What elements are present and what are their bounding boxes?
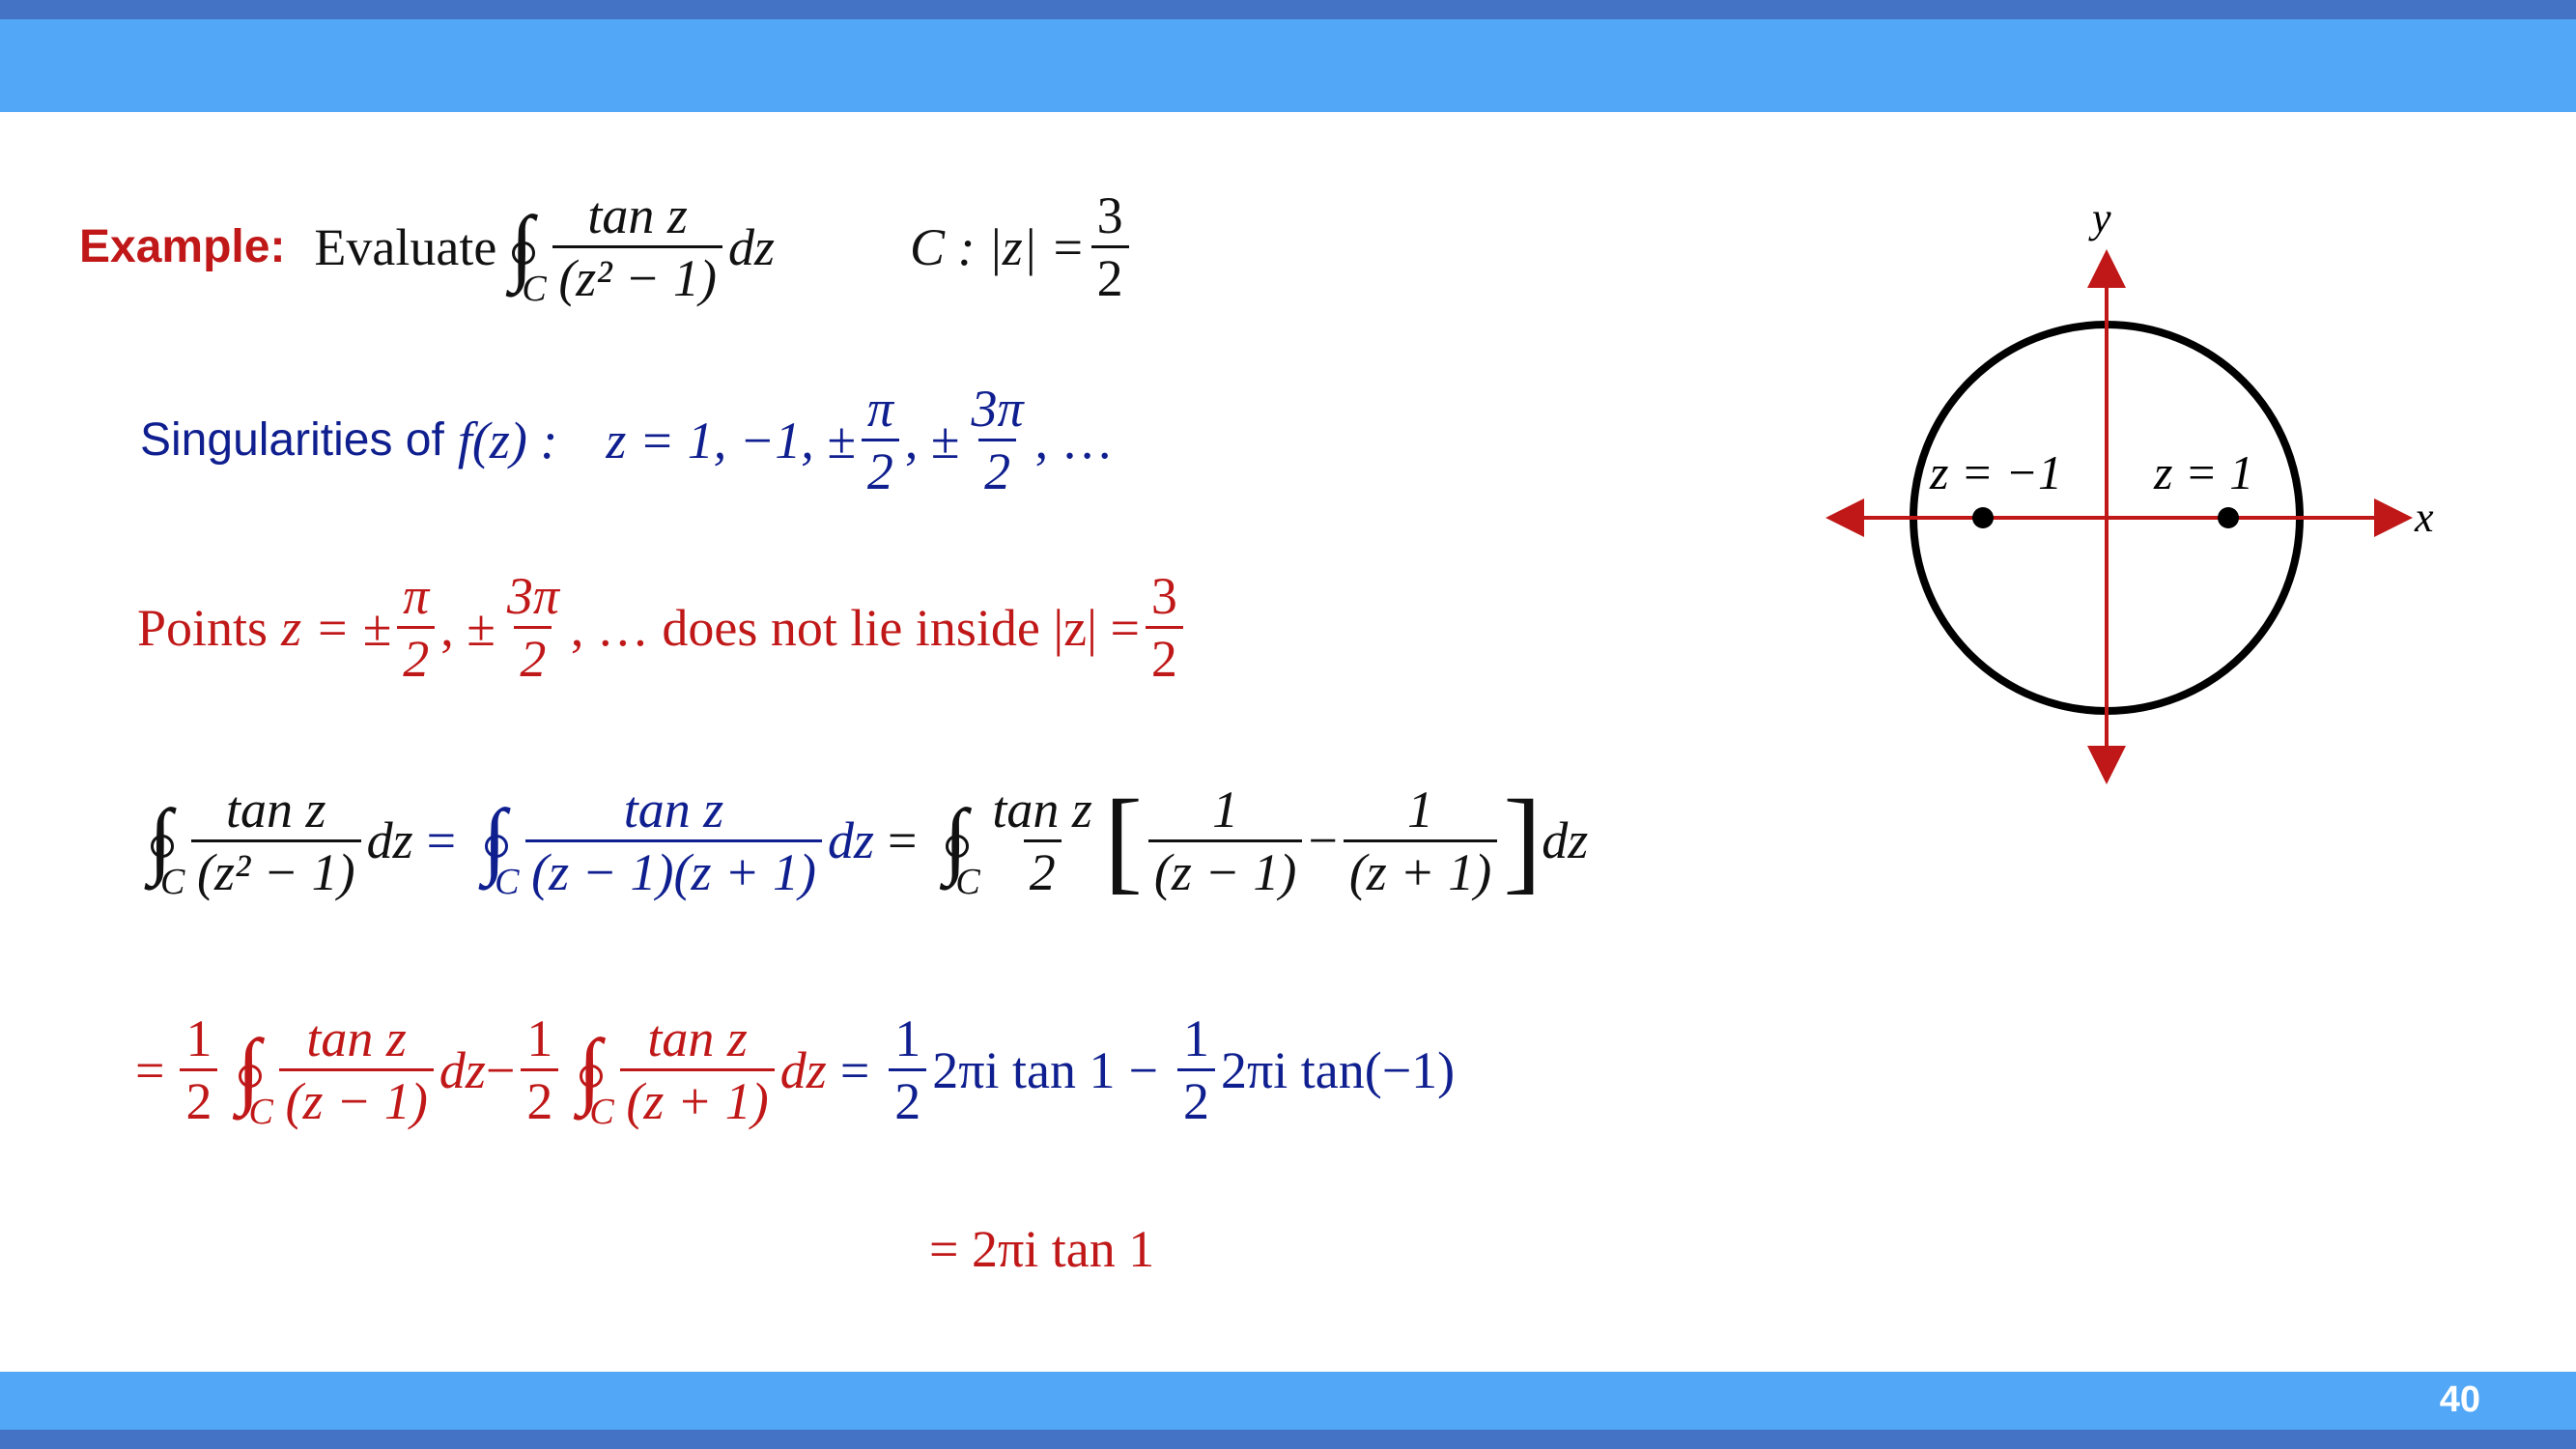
minus: − (1128, 1040, 1158, 1099)
pi-half-fraction: $\frac{\pi}{2}$ (397, 570, 435, 685)
half-fraction: $\frac{1}{2}$ (1177, 1012, 1215, 1127)
example-line (79, 186, 1135, 309)
x-axis-label: x (2415, 494, 2434, 541)
singularity-values: z = 1, −1, ± (606, 411, 856, 469)
residue-term-2: 2πi tan(−1) (1221, 1040, 1456, 1099)
separator: , ± (904, 411, 960, 469)
contour-integral-sign: ∫ C (148, 793, 185, 902)
bottom-banner-edge (0, 1430, 2576, 1449)
bottom-banner (0, 1372, 2576, 1449)
cauchy-line (135, 1009, 1456, 1132)
result-line (929, 1220, 1155, 1278)
radius-fraction: $\frac{3}{2}$ (1146, 570, 1183, 685)
contour-definition: C : |z| = (909, 217, 1086, 276)
equals: = (135, 1040, 165, 1099)
pole-minus-one (1972, 507, 1994, 528)
pole-one (2218, 507, 2239, 528)
function-symbol: f(z) : (457, 411, 558, 469)
top-banner-edge (0, 0, 2576, 19)
equals: = (887, 811, 918, 869)
dz: dz (439, 1040, 486, 1099)
page-number: 40 (2439, 1379, 2480, 1420)
points-text: , … does not lie inside |z| = (570, 598, 1140, 657)
contour-integral-sign: ∫ C (483, 793, 520, 902)
contour-integral-sign: ∫ C (237, 1022, 273, 1132)
integrand-fraction: $\frac{\text{tan z}}{\text{(z² − 1)}}$ (191, 783, 361, 898)
contour-diagram (1816, 193, 2434, 792)
minus: − (1308, 811, 1338, 869)
singularities-label: Singularities of (140, 413, 444, 466)
separator: , ± (440, 598, 495, 657)
contour-integral-sign: ∫ C (578, 1022, 614, 1132)
half-fraction: $\frac{1}{2}$ (180, 1012, 217, 1127)
points-line (137, 567, 1189, 688)
dz: dz (779, 1040, 827, 1099)
three-pi-half-fraction: $\frac{3\pi}{2}$ (506, 567, 559, 688)
contour-integral-sign: ∫ C (510, 199, 547, 309)
dz: dz (827, 811, 874, 869)
half-fraction: $\frac{1}{2}$ (521, 1012, 558, 1127)
dz: dz (727, 217, 775, 276)
example-label: Example: (79, 220, 286, 272)
points-var: z = ± (281, 598, 392, 657)
residue-term-1: 2πi tan 1 (932, 1040, 1116, 1099)
final-result: = 2πi tan 1 (929, 1220, 1155, 1278)
partial-fraction-line (135, 776, 1589, 904)
tan-half-fraction: $\frac{\text{tan z}}{2}$ (992, 780, 1092, 901)
pole-minus-one-label: z = −1 (1930, 445, 2062, 499)
y-axis-label: y (2092, 194, 2111, 242)
three-pi-half-fraction: $\frac{3\pi}{2}$ (971, 380, 1024, 500)
pi-half-fraction: $\frac{\pi}{2}$ (862, 383, 899, 497)
dz: dz (366, 811, 413, 869)
pole-one-label: z = 1 (2154, 445, 2254, 499)
factored-fraction: $\frac{\text{tan z}}{(z - 1)(z + 1)}$ (525, 783, 822, 898)
top-banner (0, 0, 2576, 112)
equals: = (839, 1040, 870, 1099)
minus: − (485, 1040, 516, 1099)
integrand-1: $\frac{\text{tan z}}{(z - 1)}$ (279, 1012, 433, 1127)
ellipsis: , … (1034, 411, 1114, 469)
points-word: Points (137, 598, 269, 657)
singularities-line (140, 380, 1114, 500)
contour-integral-sign: ∫ C (944, 793, 980, 902)
radius-fraction: $\frac{3}{2}$ (1091, 189, 1129, 304)
evaluate-word: Evaluate (314, 217, 497, 276)
integrand-fraction: $\frac{\text{tan z}}{\text{(z² − 1)}}$ (552, 189, 722, 304)
partial-fraction-1: $\frac{1}{(z - 1)}$ (1148, 783, 1302, 898)
left-bracket: [ (1103, 776, 1143, 904)
partial-fraction-2: $\frac{1}{(z + 1)}$ (1344, 783, 1497, 898)
right-bracket: ] (1503, 776, 1543, 904)
dz: dz (1542, 811, 1589, 869)
integrand-2: $\frac{\text{tan z}}{(z + 1)}$ (620, 1012, 774, 1127)
equals: = (426, 811, 457, 869)
half-fraction: $\frac{1}{2}$ (889, 1012, 926, 1127)
